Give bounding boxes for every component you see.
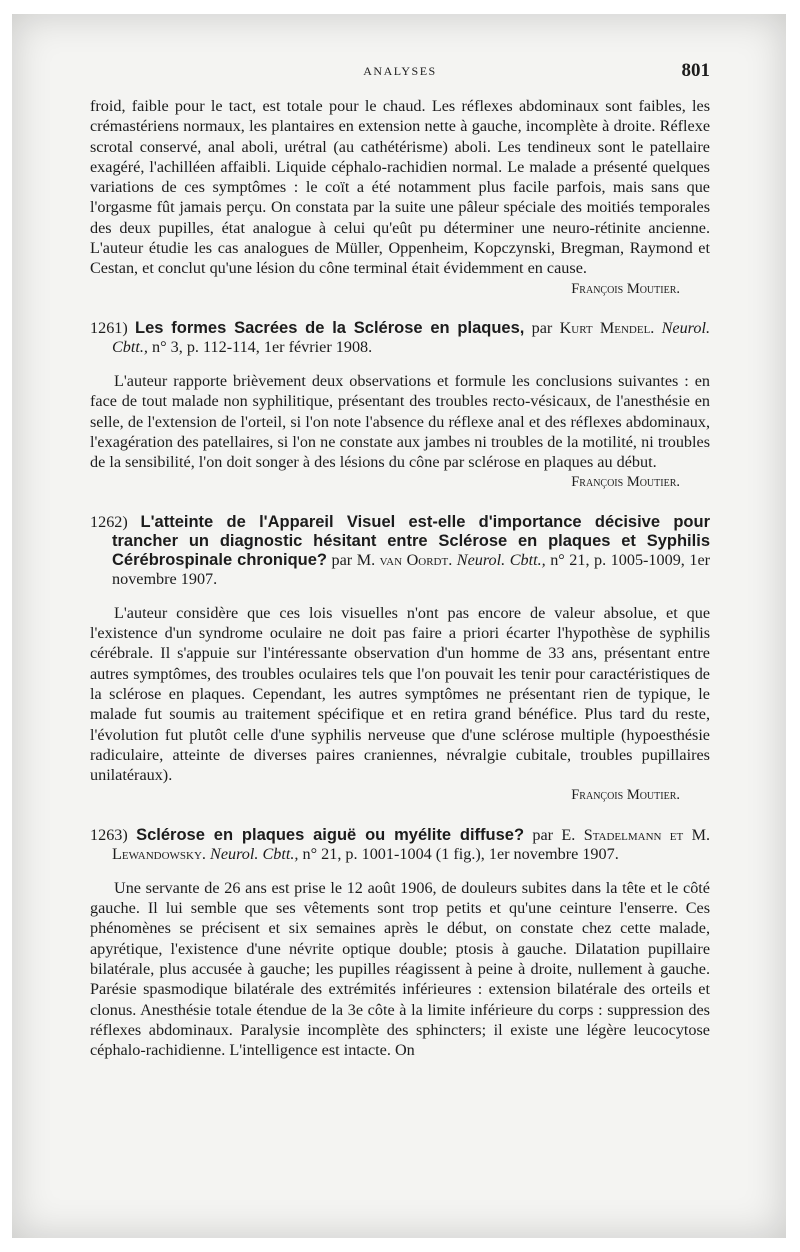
article-by: par E. bbox=[532, 825, 576, 844]
article-journal: Neurol. Cbtt., bbox=[456, 550, 546, 569]
article-by: par M. bbox=[331, 550, 376, 569]
page-content bbox=[90, 96, 710, 1060]
article-journal: Neurol. Cbtt., bbox=[112, 318, 711, 356]
article-author: van Oordt. bbox=[379, 550, 453, 569]
intro-text: froid, faible pour le tact, est totale pour le chaud. Les réflexes abdominaux sont faibles, les crémastériens normaux, les plantaires en extension nette à gauche, incomplète à droite. Réflexe scrotal conservé, anal aboli, urétral (au cathétérisme) aboli. Les tendineux sont le patellaire exagéré, l'achilléen affaibli. Liquide céphalo-rachidien normal. Le malade a présenté quelques variations de ces symptômes : le coït a été notamment plus facile parfois, mais sans que l'orgasme fût jamais perçu. On constata par la suite une pâleur spéciale des moitiés temporales des deux pupilles, état analogue à celui qu'eût pu déterminer une neuro-rétinite ancienne. L'auteur étudie les cas analogues de Müller, Oppenheim, Kopczynski, Bregman, Raymond et Cestan, et conclut qu'une lésion du cône terminal était évidemment en cause. bbox=[90, 97, 710, 278]
article-1262-signature: François Moutier. bbox=[571, 787, 680, 804]
article-number: 1262) bbox=[90, 512, 128, 531]
article-1261-signature: François Moutier. bbox=[571, 474, 680, 491]
article-1263-heading bbox=[90, 826, 710, 864]
article-1263-body: Une servante de 26 ans est prise le 12 août 1906, de douleurs subites dans la tête et le côté gauche. Il lui semble que ses vêtements sont trop petits et qu'une ceinture l'enserre. Ces phénomènes se précisent et six semaines après le début, on constate chez cette malade, apyrétique, l'existence d'une névrite optique double; ptosis à gauche. Dilatation pupillaire bilatérale, plus accusée à gauche; les pupilles réagissent à peine à droite, nullement à gauche. Parésie spasmodique bilatérale des extrémités inférieures : extension bilatérale des orteils et clonus. Anesthésie totale étendue de la 3e côte à la limite inférieure du corps : suppression des réflexes abdominaux. Paralysie incomplète des sphincters; il existe une légère leucocytose céphalo-rachidienne. L'intelligence est intacte. On bbox=[90, 878, 710, 1060]
page-header bbox=[90, 60, 710, 88]
running-head: ANALYSES bbox=[363, 64, 437, 78]
article-by: par bbox=[531, 318, 553, 337]
article-number: 1261) bbox=[90, 318, 128, 337]
article-1261-heading bbox=[90, 319, 710, 357]
article-1262-heading bbox=[90, 513, 710, 589]
article-reference: n° 21, p. 1005-1009, 1er novembre 1907. bbox=[112, 550, 711, 588]
article-title: Sclérose en plaques aiguë ou myélite diffuse? bbox=[136, 825, 525, 844]
article-number: 1263) bbox=[90, 825, 128, 844]
article-1261-body: L'auteur rapporte brièvement deux observations et formule les conclusions suivantes : en face de tout malade non syphilitique, présentant des troubles recto-vésicaux, de l'anesthésie en selle, de l'extension de l'orteil, si l'on note l'absence du réflexe anal et des réflexes abdominaux, l'exagération des patellaires, si l'on ne constate aux jambes ni troubles de la motilité, ni troubles de la sensibilité, l'on doit songer à des lésions du cône par sclérose en plaques au début. bbox=[90, 371, 710, 472]
article-author: Kurt Mendel. bbox=[559, 318, 655, 337]
intro-signature: François Moutier. bbox=[571, 280, 680, 297]
article-title: L'atteinte de l'Appareil Visuel est-elle d'importance décisive pour trancher un diagnostic hésitant entre Sclérose en plaques et Syphilis Cérébrospinale chronique? bbox=[112, 512, 710, 569]
article-1262-body: L'auteur considère que ces lois visuelles n'ont pas encore de valeur absolue, et que l'existence d'un syndrome oculaire ne doit pas faire a priori écarter l'hypothèse de syphilis cérébrale. Il s'appuie sur l'intéressante observation d'un homme de 33 ans, présentant entre autres symptômes, des troubles oculaires tels que l'on pouvait les tenir pour caractéristiques de la sclérose en plaques. Cependant, les autres symptômes ne présentant rien de typique, le malade fut soumis au traitement spécifique et en retira grand bénéfice. Plus tard du reste, l'évolution fut plutôt celle d'une syphilis nerveuse que d'une sclérose multiple (hypoesthésie radiculaire, atteinte de diverses paires craniennes, névralgie cubitale, troubles pupillaires unilatéraux). bbox=[90, 603, 710, 785]
article-journal: Neurol. Cbtt., bbox=[210, 844, 299, 863]
article-reference: n° 21, p. 1001-1004 (1 fig.), 1er novembre 1907. bbox=[302, 844, 619, 863]
page-number: 801 bbox=[681, 60, 710, 81]
article-author: Stadelmann et M. Lewandowsky. bbox=[112, 825, 711, 863]
article-title: Les formes Sacrées de la Sclérose en plaques, bbox=[135, 318, 525, 337]
intro-paragraph bbox=[90, 96, 710, 297]
article-reference: n° 3, p. 112-114, 1er février 1908. bbox=[152, 337, 373, 356]
